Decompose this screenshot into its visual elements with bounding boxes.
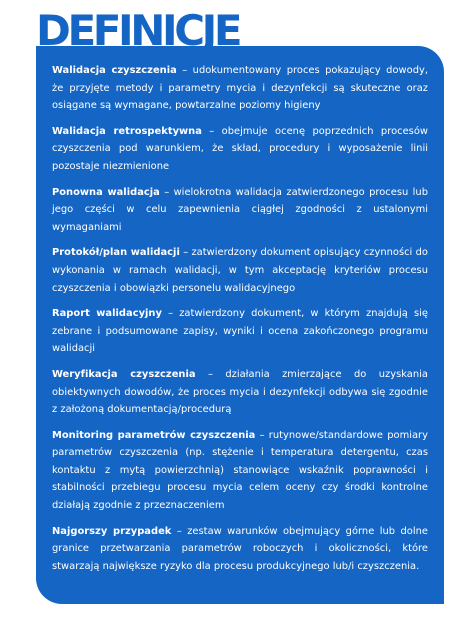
definition-term: Walidacja czyszczenia	[52, 65, 177, 76]
definition-term: Najgorszy przypadek	[52, 525, 172, 537]
definition-walidacja-retrospektywna	[52, 123, 428, 176]
definition-term: Ponowna walidacja	[52, 186, 160, 198]
page-title: DEFINICJE	[36, 6, 240, 55]
definition-weryfikacja-czyszczenia	[52, 366, 428, 419]
definition-text: – zatwierdzony dokument, w którym znajdują się zebrane i podsumowane zapisy, wyniki i ocena zakończonego programu walidacji	[52, 308, 428, 355]
definition-term: Walidacja retrospektywna	[52, 125, 202, 137]
definitions-panel	[36, 46, 444, 604]
definition-text: – rutynowe/standardowe pomiary parametrów czyszczenia (np. stężenie i temperatura detergentu, czas kontaktu z mytą powierzchnią) stanowiące wskaźnik poprawności i stabilności przebiegu procesu mycia celem oceny czy środki kontrolne działają zgodnie z przeznaczeniem	[52, 429, 428, 512]
definition-text: – działania zmierzające do uzyskania obiektywnych dowodów, że proces mycia i dezynfekcji odbywa się zgodnie z założoną dokumentacją/procedurą	[52, 368, 428, 416]
definition-text: – zatwierdzony dokument opisujący czynności do wykonania w ramach walidacji, w tym akceptację kryteriów procesu czyszczenia i obowiązki personelu walidacyjnego	[52, 247, 428, 294]
definition-raport-walidacyjny	[52, 305, 428, 358]
definition-text: – udokumentowany proces pokazujący dowody, że przyjęte metody i parametry mycia i dezynfekcji są skuteczne oraz osiągane są wymagane, powtarzalne poziomy higieny	[52, 65, 429, 112]
definition-monitoring-parametrow	[52, 427, 428, 515]
definition-term: Protokół/plan walidacji	[52, 247, 180, 259]
definition-najgorszy-przypadek	[52, 523, 428, 576]
definitions-list	[52, 62, 428, 575]
definition-term: Weryfikacja czyszczenia	[52, 368, 196, 380]
definition-term: Raport walidacyjny	[52, 308, 162, 320]
definition-protokol-plan-walidacji	[52, 244, 428, 297]
definition-term: Monitoring parametrów czyszczenia	[52, 429, 256, 441]
definition-text: – obejmuje ocenę poprzednich procesów czyszczenia pod warunkiem, że skład, procedury i wyposażenie linii pozostaje niezmienione	[52, 125, 429, 172]
definition-walidacja-czyszczenia	[52, 62, 428, 115]
definition-text: – zestaw warunków obejmujący górne lub dolne granice przetwarzania parametrów roboczych i okoliczności, które stwarzają największe ryzyko dla procesu produkcyjnego lub/i czyszczenia.	[52, 525, 428, 572]
definition-ponowna-walidacja	[52, 184, 428, 237]
definition-text: – wielokrotna walidacja zatwierdzonego procesu lub jego części w celu zapewnienia ciągłej zgodności z ustalonymi wymaganiami	[52, 186, 428, 233]
